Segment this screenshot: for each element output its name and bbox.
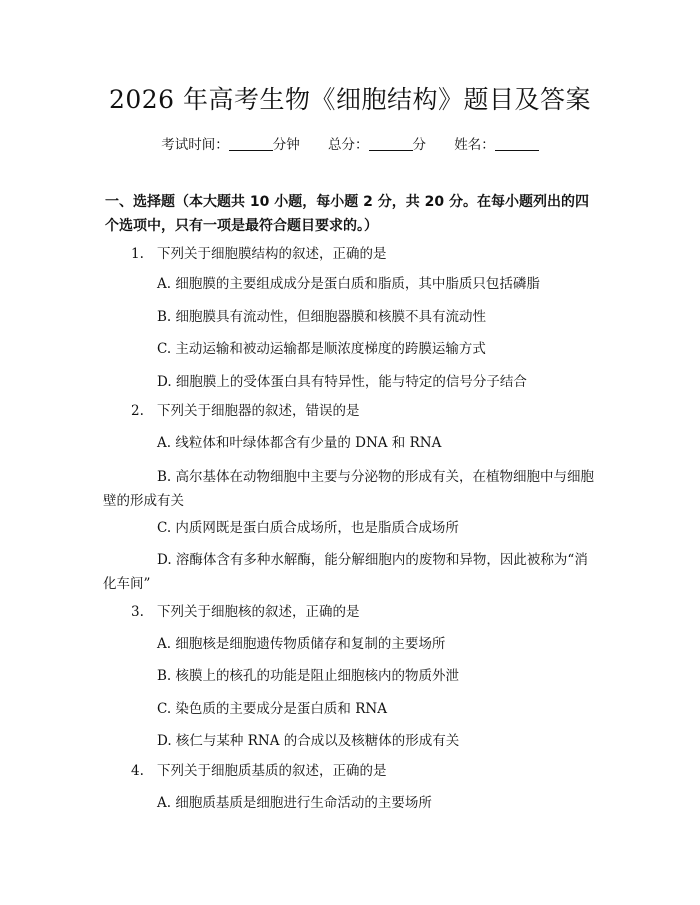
option: A. 细胞质基质是细胞进行生命活动的主要场所 <box>157 795 432 811</box>
question-number: 2. <box>131 403 144 419</box>
question-number: 4. <box>131 763 144 779</box>
option: C. 内质网既是蛋白质合成场所，也是脂质合成场所 <box>157 520 459 536</box>
question-stem <box>131 243 387 265</box>
question-stem <box>131 400 360 422</box>
option: C. 染色质的主要成分是蛋白质和 RNA <box>157 701 387 717</box>
question-stem <box>131 601 360 623</box>
option: A. 线粒体和叶绿体都含有少量的 DNA 和 RNA <box>157 435 442 451</box>
time-field <box>161 137 300 153</box>
score-unit: 分 <box>412 137 426 153</box>
option: A. 细胞核是细胞遗传物质储存和复制的主要场所 <box>157 636 446 652</box>
option: C. 主动运输和被动运输都是顺浓度梯度的跨膜运输方式 <box>157 341 486 357</box>
option: D. 溶酶体含有多种水解酶，能分解细胞内的废物和异物，因此被称为“消化车间” <box>103 552 588 592</box>
option: D. 细胞膜上的受体蛋白具有特异性，能与特定的信号分子结合 <box>157 374 527 390</box>
option: A. 细胞膜的主要组成成分是蛋白质和脂质，其中脂质只包括磷脂 <box>157 276 540 292</box>
score-blank <box>369 136 413 151</box>
question-number: 1. <box>131 246 144 262</box>
question-number: 3. <box>131 604 144 620</box>
section-heading: 一、选择题（本大题共 10 小题，每小题 2 分，共 20 分。在每小题列出的四个选项中，只有一项是最符合题目要求的。） <box>105 194 589 234</box>
question-text: 下列关于细胞膜结构的叙述，正确的是 <box>157 246 387 262</box>
exam-meta <box>0 133 700 153</box>
score-field <box>328 137 426 153</box>
name-label: 姓名： <box>454 137 495 153</box>
page-title: 2026 年高考生物《细胞结构》题目及答案 <box>108 85 592 114</box>
time-label: 考试时间： <box>161 137 229 153</box>
time-blank <box>229 136 273 151</box>
score-label: 总分： <box>328 137 369 153</box>
option: B. 核膜上的核孔的功能是阻止细胞核内的物质外泄 <box>157 668 460 684</box>
question-stem <box>131 760 387 782</box>
question-text: 下列关于细胞器的叙述，错误的是 <box>157 403 360 419</box>
option: B. 细胞膜具有流动性，但细胞器膜和核膜不具有流动性 <box>157 309 487 325</box>
name-blank <box>495 136 539 151</box>
question-text: 下列关于细胞核的叙述，正确的是 <box>157 604 360 620</box>
time-unit: 分钟 <box>272 137 300 153</box>
option: D. 核仁与某种 RNA 的合成以及核糖体的形成有关 <box>157 733 460 749</box>
question-text: 下列关于细胞质基质的叙述，正确的是 <box>157 763 387 779</box>
option: B. 高尔基体在动物细胞中主要与分泌物的形成有关，在植物细胞中与细胞壁的形成有关 <box>103 469 595 509</box>
name-field <box>454 137 539 153</box>
